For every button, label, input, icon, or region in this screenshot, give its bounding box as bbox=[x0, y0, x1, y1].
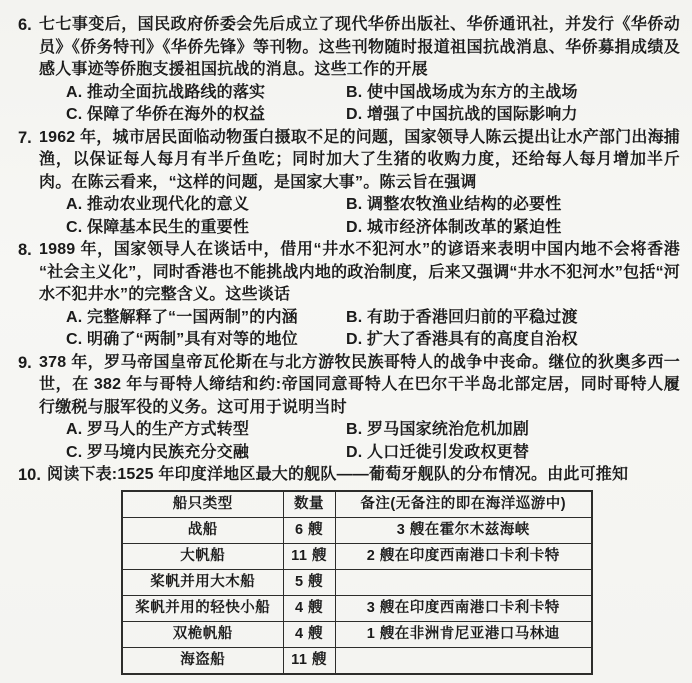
question-7-number: 7. bbox=[18, 128, 32, 147]
header-ship-type: 船只类型 bbox=[122, 491, 283, 518]
question-7-option-a: A. 推动农业现代化的意义 bbox=[66, 196, 250, 213]
question-7-stem: 1962 年，城市居民面临动物蛋白摄取不足的问题，国家领导人陈云提出让水产部门出海捕渔，以保证每人每月有半斤鱼吃；同时加大了生猪的收购力度，还给每人每月增加半斤肉。在陈云看来，“这样的问题，是国家大事”。陈云旨在强调 bbox=[39, 128, 680, 191]
question-10 bbox=[18, 464, 680, 675]
question-6-option-d: D. 增强了中国抗战的国际影响力 bbox=[346, 106, 578, 123]
question-9-option-c: C. 罗马境内民族充分交融 bbox=[66, 443, 250, 461]
question-8-option-b: B. 有助于香港回归前的平稳过渡 bbox=[346, 308, 578, 326]
header-quantity: 数量 bbox=[283, 491, 335, 518]
question-10-stem: 阅读下表:1525 年印度洋地区最大的舰队——葡萄牙舰队的分布情况。由此可推知 bbox=[47, 466, 629, 483]
cell-quantity: 4 艘 bbox=[283, 621, 335, 647]
cell-remarks: 1 艘在非洲肯尼亚港口马林迪 bbox=[335, 621, 592, 647]
cell-ship-type: 桨帆并用的轻快小船 bbox=[122, 595, 283, 621]
cell-remarks: 3 艘在印度西南港口卡利卡特 bbox=[335, 595, 592, 621]
cell-ship-type: 战船 bbox=[122, 517, 283, 543]
cell-ship-type: 海盗船 bbox=[122, 647, 283, 674]
table-row bbox=[122, 621, 592, 647]
question-8-option-a: A. 完整解释了“一国两制”的内涵 bbox=[66, 308, 298, 326]
question-7-option-b: B. 调整农牧渔业结构的必要性 bbox=[346, 196, 562, 213]
cell-remarks bbox=[335, 569, 592, 595]
question-7-options bbox=[39, 194, 680, 239]
cell-remarks: 2 艘在印度西南港口卡利卡特 bbox=[335, 543, 592, 569]
cell-ship-type: 桨帆并用大木船 bbox=[122, 569, 283, 595]
table-row bbox=[122, 543, 592, 569]
question-6-option-c: C. 保障了华侨在海外的权益 bbox=[66, 106, 266, 123]
cell-quantity: 6 艘 bbox=[283, 517, 335, 543]
question-7 bbox=[18, 127, 680, 240]
question-6 bbox=[18, 14, 680, 127]
question-9 bbox=[18, 352, 680, 465]
cell-quantity: 11 艘 bbox=[283, 543, 335, 569]
question-9-option-d: D. 人口迁徙引发政权更替 bbox=[346, 443, 530, 461]
question-6-option-a: A. 推动全面抗战路线的落实 bbox=[66, 83, 266, 101]
question-9-options bbox=[39, 419, 680, 464]
question-7-option-d: D. 城市经济体制改革的紧迫性 bbox=[346, 218, 562, 236]
question-7-option-c: C. 保障基本民生的重要性 bbox=[66, 218, 250, 236]
question-8-option-d: D. 扩大了香港具有的高度自治权 bbox=[346, 331, 578, 348]
cell-quantity: 5 艘 bbox=[283, 569, 335, 595]
question-9-option-b: B. 罗马国家统治危机加剧 bbox=[346, 421, 530, 438]
question-6-option-b: B. 使中国战场成为东方的主战场 bbox=[346, 83, 578, 101]
table-row bbox=[122, 647, 592, 674]
cell-ship-type: 大帆船 bbox=[122, 543, 283, 569]
question-8 bbox=[18, 239, 680, 352]
question-6-number: 6. bbox=[18, 16, 32, 34]
question-8-option-c: C. 明确了“两制”具有对等的地位 bbox=[66, 331, 298, 348]
question-8-options bbox=[39, 307, 680, 352]
question-10-number: 10. bbox=[18, 466, 41, 484]
table-row bbox=[122, 595, 592, 621]
fleet-table bbox=[121, 490, 593, 675]
question-9-option-a: A. 罗马人的生产方式转型 bbox=[66, 421, 250, 438]
question-6-stem: 七七事变后，国民政府侨委会先后成立了现代华侨出版社、华侨通讯社，并发行《华侨动员》《侨务特刊》《华侨先锋》等刊物。这些刊物随时报道祖国抗战消息、华侨募捐成绩及感人事迹等侨胞支援祖国抗战的消息。这些工作的开展 bbox=[39, 16, 680, 78]
question-9-number: 9. bbox=[18, 353, 32, 372]
question-8-number: 8. bbox=[18, 241, 32, 259]
cell-remarks bbox=[335, 647, 592, 674]
question-9-stem: 378 年，罗马帝国皇帝瓦伦斯在与北方游牧民族哥特人的战争中丧命。继位的狄奥多西一世，在 382 年与哥特人缔结和约:帝国同意哥特人在巴尔干半岛北部定居，同时哥特人履行缴税与服军役的义务。这可用于说明当时 bbox=[39, 353, 680, 416]
cell-quantity: 4 艘 bbox=[283, 595, 335, 621]
question-8-stem: 1989 年，国家领导人在谈话中，借用“井水不犯河水”的谚语来表明中国内地不会将香港“社会主义化”，同时香港也不能挑战内地的政治制度，后来又强调“井水不犯河水”包括“河水不犯井水”的完整含义。这些谈话 bbox=[39, 241, 680, 303]
cell-quantity: 11 艘 bbox=[283, 647, 335, 674]
cell-remarks: 3 艘在霍尔木兹海峡 bbox=[335, 517, 592, 543]
header-remarks: 备注(无备注的即在海洋巡游中) bbox=[335, 491, 592, 518]
question-6-options bbox=[39, 82, 680, 127]
fleet-table-header-row bbox=[122, 491, 592, 518]
cell-ship-type: 双桅帆船 bbox=[122, 621, 283, 647]
table-row bbox=[122, 517, 592, 543]
table-row bbox=[122, 569, 592, 595]
